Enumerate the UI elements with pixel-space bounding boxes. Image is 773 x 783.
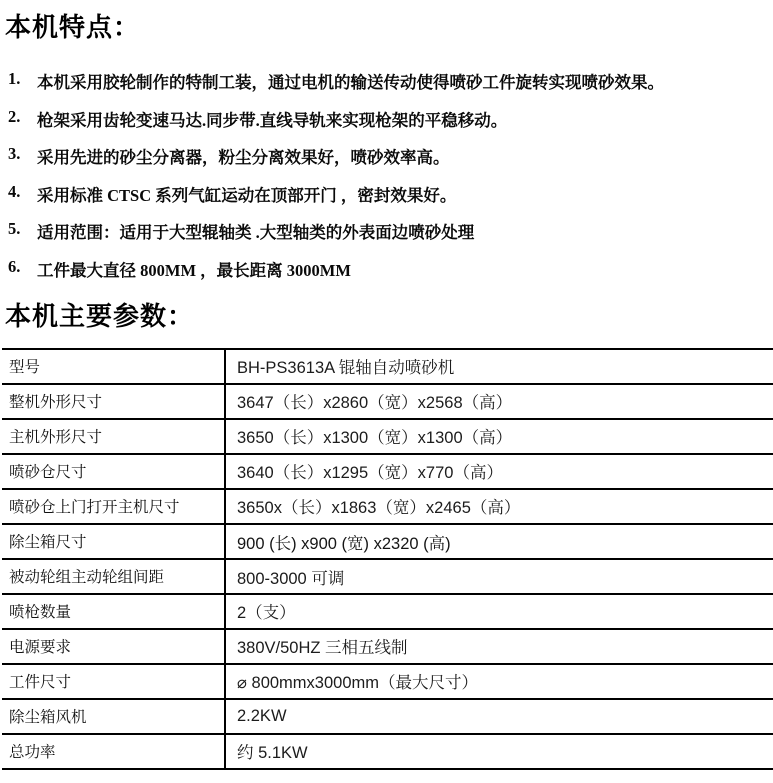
table-row [2, 734, 773, 769]
table-row [2, 664, 773, 699]
features-list [0, 69, 773, 295]
params-heading: 本机主要参数： [5, 301, 195, 331]
param-label-cell: 除尘箱尺寸 [2, 524, 225, 559]
param-label-cell: 除尘箱风机 [2, 699, 225, 734]
param-value-cell: 3650x（长）x1863（宽）x2465（高） [225, 489, 773, 524]
param-value-cell: 3650（长）x1300（宽）x1300（高） [225, 419, 773, 454]
feature-number: 3. [8, 144, 21, 164]
param-label-cell: 喷砂仓尺寸 [2, 454, 225, 489]
param-value-cell: ⌀ 800mmx3000mm（最大尺寸） [225, 664, 773, 699]
param-label-cell: 被动轮组主动轮组间距 [2, 559, 225, 594]
param-value-cell: 900 (长) x900 (宽) x2320 (高) [225, 524, 773, 559]
features-heading: 本机特点： [5, 13, 141, 42]
param-label-cell: 喷砂仓上门打开主机尺寸 [2, 489, 225, 524]
table-row [2, 559, 773, 594]
param-value-cell: 2.2KW [225, 699, 773, 734]
param-value-cell: 3647（长）x2860（宽）x2568（高） [225, 384, 773, 419]
feature-number: 2. [8, 106, 21, 126]
param-label-cell: 电源要求 [2, 629, 225, 664]
param-value-cell: 2（支） [225, 594, 773, 629]
param-value-cell: BH-PS3613A 锟轴自动喷砂机 [225, 349, 773, 384]
table-row [2, 419, 773, 454]
table-row [2, 489, 773, 524]
feature-number: 4. [8, 181, 21, 201]
feature-number: 6. [8, 256, 21, 276]
feature-item [0, 107, 773, 145]
feature-item [0, 257, 773, 295]
table-row [2, 384, 773, 419]
param-label-cell: 喷枪数量 [2, 594, 225, 629]
feature-number: 5. [8, 219, 21, 239]
feature-text: 适用范围：适用于大型辊轴类 .大型轴类的外表面边喷砂处理 [37, 223, 475, 243]
param-value-cell: 800-3000 可调 [225, 559, 773, 594]
feature-item [0, 219, 773, 257]
feature-text: 采用标准 CTSC 系列气缸运动在顶部开门 ，密封效果好。 [37, 185, 457, 205]
feature-item [0, 69, 773, 107]
param-label-cell: 总功率 [2, 734, 225, 769]
feature-item [0, 182, 773, 220]
feature-item [0, 144, 773, 182]
table-row [2, 594, 773, 629]
param-label-cell: 主机外形尺寸 [2, 419, 225, 454]
table-row [2, 349, 773, 384]
params-table [2, 348, 773, 770]
feature-text: 采用先进的砂尘分离器，粉尘分离效果好，喷砂效率高。 [37, 148, 450, 168]
table-row [2, 629, 773, 664]
feature-text: 本机采用胶轮制作的特制工装，通过电机的输送传动使得喷砂工件旋转实现喷砂效果。 [37, 73, 664, 92]
table-row [2, 524, 773, 559]
feature-text: 工件最大直径 800MM ，最长距离 3000MM [37, 260, 351, 280]
table-row [2, 454, 773, 489]
param-label-cell: 整机外形尺寸 [2, 384, 225, 419]
table-row [2, 699, 773, 734]
param-value-cell: 约 5.1KW [225, 734, 773, 769]
param-label-cell: 型号 [2, 349, 225, 384]
param-value-cell: 380V/50HZ 三相五线制 [225, 629, 773, 664]
feature-text: 枪架采用齿轮变速马达.同步带.直线导轨来实现枪架的平稳移动。 [37, 110, 508, 130]
param-label-cell: 工件尺寸 [2, 664, 225, 699]
param-value-cell: 3640（长）x1295（宽）x770（高） [225, 454, 773, 489]
feature-number: 1. [8, 69, 21, 88]
